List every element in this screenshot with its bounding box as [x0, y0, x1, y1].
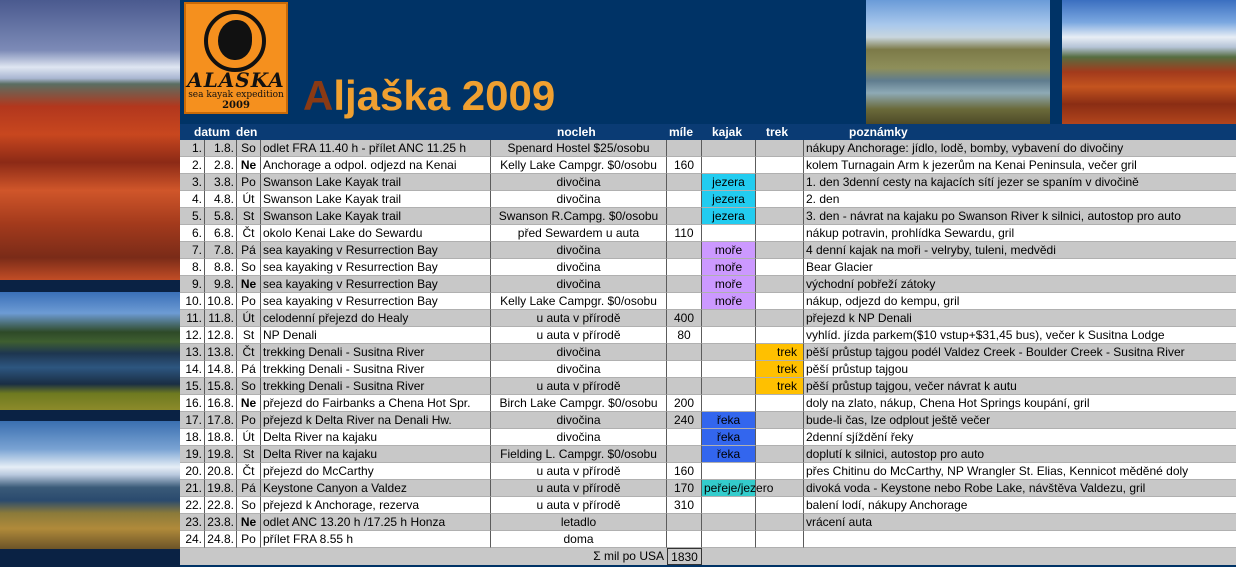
row-nocleh[interactable]: Birch Lake Campgr. $0/osobu: [491, 395, 667, 412]
header-kajak: kajak: [712, 125, 743, 139]
row-kajak[interactable]: [702, 225, 756, 242]
row-day[interactable]: Út: [237, 429, 261, 446]
row-description[interactable]: trekking Denali - Susitna River: [261, 378, 491, 395]
row-description[interactable]: celodenní přejezd do Healy: [261, 310, 491, 327]
row-mile[interactable]: 240: [667, 412, 702, 429]
row-note[interactable]: nákup, odjezd do kempu, gril: [804, 293, 1236, 310]
row-nocleh[interactable]: Kelly Lake Campgr. $0/osobu: [491, 157, 667, 174]
row-kajak[interactable]: [702, 140, 756, 157]
title-rest: ljaška 2009: [333, 72, 556, 119]
row-note[interactable]: nákupy Anchorage: jídlo, lodě, bomby, vybavení do divočiny: [804, 140, 1236, 157]
logo-name: ALASKA: [187, 68, 285, 92]
sum-label: Σ mil po USA: [560, 548, 667, 565]
row-note[interactable]: vrácení auta: [804, 514, 1236, 531]
row-trek[interactable]: [756, 412, 804, 429]
photo-tundra-mountains: [0, 0, 180, 280]
row-nocleh[interactable]: divočina: [491, 259, 667, 276]
row-trek[interactable]: [756, 140, 804, 157]
row-note[interactable]: 4 denní kajak na moři - velryby, tuleni, medvědi: [804, 242, 1236, 259]
row-trek[interactable]: [756, 429, 804, 446]
row-day[interactable]: Po: [237, 174, 261, 191]
row-number[interactable]: 13.: [180, 344, 205, 361]
row-mile[interactable]: 80: [667, 327, 702, 344]
row-day[interactable]: So: [237, 497, 261, 514]
table-row: [180, 395, 1236, 412]
raven-emblem-icon: [204, 10, 266, 72]
row-day[interactable]: Čt: [237, 225, 261, 242]
row-nocleh[interactable]: divočina: [491, 276, 667, 293]
header-poznamky: poznámky: [849, 125, 908, 139]
row-note[interactable]: doplutí k silnici, autostop pro auto: [804, 446, 1236, 463]
row-kajak[interactable]: jezera: [702, 208, 756, 225]
left-photo-column: [0, 0, 180, 567]
row-number[interactable]: 24.: [180, 531, 205, 548]
row-trek[interactable]: [756, 514, 804, 531]
row-kajak[interactable]: [702, 310, 756, 327]
row-kajak[interactable]: peřeje/jezero: [704, 481, 774, 495]
row-number[interactable]: 5.: [180, 208, 205, 225]
row-mile[interactable]: [667, 378, 702, 395]
row-day[interactable]: Ne: [237, 395, 261, 412]
row-date[interactable]: 13.8.: [205, 344, 237, 361]
row-date[interactable]: 11.8.: [205, 310, 237, 327]
row-trek[interactable]: [756, 242, 804, 259]
table-row: [180, 361, 1236, 378]
row-nocleh[interactable]: u auta v přírodě: [491, 327, 667, 344]
row-trek[interactable]: [756, 208, 804, 225]
row-mile[interactable]: [667, 174, 702, 191]
row-kajak[interactable]: [702, 395, 756, 412]
row-nocleh[interactable]: divočina: [491, 242, 667, 259]
row-day[interactable]: Čt: [237, 344, 261, 361]
row-mile[interactable]: [667, 208, 702, 225]
row-number[interactable]: 19.: [180, 446, 205, 463]
row-date[interactable]: 6.8.: [205, 225, 237, 242]
row-day[interactable]: Ne: [237, 157, 261, 174]
row-date[interactable]: 15.8.: [205, 378, 237, 395]
row-kajak[interactable]: řeka: [702, 412, 756, 429]
row-date[interactable]: 3.8.: [205, 174, 237, 191]
row-day[interactable]: St: [237, 327, 261, 344]
row-kajak[interactable]: [702, 344, 756, 361]
table-row: [180, 225, 1236, 242]
row-number[interactable]: 10.: [180, 293, 205, 310]
row-trek[interactable]: [756, 259, 804, 276]
row-trek[interactable]: [756, 225, 804, 242]
row-note[interactable]: pěší průstup tajgou, večer návrat k autu: [804, 378, 1236, 395]
row-description[interactable]: NP Denali: [261, 327, 491, 344]
row-date[interactable]: 2.8.: [205, 157, 237, 174]
row-note[interactable]: přes Chitinu do McCarthy, NP Wrangler St. Elias, Kennicot měděné doly: [804, 463, 1236, 480]
row-number[interactable]: 17.: [180, 412, 205, 429]
row-note[interactable]: Bear Glacier: [804, 259, 1236, 276]
row-date[interactable]: 16.8.: [205, 395, 237, 412]
row-date[interactable]: 5.8.: [205, 208, 237, 225]
row-mile[interactable]: [667, 242, 702, 259]
row-kajak[interactable]: [702, 327, 756, 344]
table-row: [180, 412, 1236, 429]
row-date[interactable]: 4.8.: [205, 191, 237, 208]
row-note[interactable]: 2denní sjíždění řeky: [804, 429, 1236, 446]
row-number[interactable]: 21.: [180, 480, 205, 497]
row-date[interactable]: 14.8.: [205, 361, 237, 378]
row-number[interactable]: 14.: [180, 361, 205, 378]
row-kajak[interactable]: moře: [702, 276, 756, 293]
row-nocleh[interactable]: u auta v přírodě: [491, 480, 667, 497]
row-nocleh[interactable]: u auta v přírodě: [491, 310, 667, 327]
row-mile[interactable]: [667, 531, 702, 548]
row-description[interactable]: Swanson Lake Kayak trail: [261, 208, 491, 225]
row-note[interactable]: balení lodí, nákupy Anchorage: [804, 497, 1236, 514]
row-date[interactable]: 9.8.: [205, 276, 237, 293]
row-note[interactable]: pěší průstup tajgou podél Valdez Creek - Boulder Creek - Susitna River: [804, 344, 1236, 361]
row-note[interactable]: přejezd k NP Denali: [804, 310, 1236, 327]
row-number[interactable]: 20.: [180, 463, 205, 480]
row-number[interactable]: 16.: [180, 395, 205, 412]
table-row: [180, 514, 1236, 531]
row-description[interactable]: přejezd k Anchorage, rezerva: [261, 497, 491, 514]
row-nocleh[interactable]: Kelly Lake Campgr. $0/osobu: [491, 293, 667, 310]
row-mile[interactable]: 400: [667, 310, 702, 327]
table-row: [180, 446, 1236, 463]
row-trek[interactable]: [756, 276, 804, 293]
row-kajak[interactable]: [702, 514, 756, 531]
row-trek[interactable]: [756, 497, 804, 514]
row-day[interactable]: Čt: [237, 463, 261, 480]
row-mile[interactable]: [667, 276, 702, 293]
row-mile[interactable]: 110: [667, 225, 702, 242]
row-nocleh[interactable]: divočina: [491, 174, 667, 191]
row-day[interactable]: So: [237, 259, 261, 276]
row-nocleh[interactable]: u auta v přírodě: [491, 497, 667, 514]
table-row: [180, 310, 1236, 327]
table-row: [180, 497, 1236, 514]
row-trek[interactable]: trek: [756, 344, 804, 361]
row-number[interactable]: 1.: [180, 140, 205, 157]
row-mile[interactable]: 310: [667, 497, 702, 514]
row-nocleh[interactable]: divočina: [491, 191, 667, 208]
row-note[interactable]: pěší průstup tajgou: [804, 361, 1236, 378]
row-trek[interactable]: [756, 293, 804, 310]
row-description[interactable]: okolo Kenai Lake do Sewardu: [261, 225, 491, 242]
row-mile[interactable]: [667, 446, 702, 463]
row-nocleh[interactable]: divočina: [491, 344, 667, 361]
row-description[interactable]: Delta River na kajaku: [261, 429, 491, 446]
row-date[interactable]: 24.8.: [205, 531, 237, 548]
row-mile[interactable]: [667, 140, 702, 157]
row-day[interactable]: Út: [237, 310, 261, 327]
row-kajak[interactable]: jezera: [702, 191, 756, 208]
row-note[interactable]: doly na zlato, nákup, Chena Hot Springs koupání, gril: [804, 395, 1236, 412]
row-number[interactable]: 2.: [180, 157, 205, 174]
sum-row: [180, 548, 1236, 565]
row-trek[interactable]: [756, 480, 804, 497]
row-number[interactable]: 11.: [180, 310, 205, 327]
row-date[interactable]: 22.8.: [205, 497, 237, 514]
row-mile[interactable]: [667, 514, 702, 531]
row-description[interactable]: Anchorage a odpol. odjezd na Kenai: [261, 157, 491, 174]
row-description[interactable]: odlet ANC 13.20 h /17.25 h Honza: [261, 514, 491, 531]
row-description[interactable]: trekking Denali - Susitna River: [261, 344, 491, 361]
row-day[interactable]: So: [237, 140, 261, 157]
photo-lake-reflection: [0, 292, 180, 410]
row-date[interactable]: 17.8.: [205, 412, 237, 429]
row-date[interactable]: 1.8.: [205, 140, 237, 157]
row-description[interactable]: odlet FRA 11.40 h - přílet ANC 11.25 h: [261, 140, 491, 157]
row-description[interactable]: sea kayaking v Resurrection Bay: [261, 242, 491, 259]
row-mile[interactable]: [667, 293, 702, 310]
row-mile[interactable]: [667, 259, 702, 276]
row-kajak[interactable]: řeka: [702, 446, 756, 463]
row-trek[interactable]: [756, 463, 804, 480]
row-day[interactable]: St: [237, 208, 261, 225]
row-trek[interactable]: [756, 310, 804, 327]
table-row: [180, 293, 1236, 310]
row-nocleh[interactable]: Fielding L. Campgr. $0/osobu: [491, 446, 667, 463]
row-day[interactable]: So: [237, 378, 261, 395]
header-datum: datum: [194, 125, 230, 139]
row-trek[interactable]: [756, 395, 804, 412]
row-day[interactable]: Ne: [237, 276, 261, 293]
row-trek[interactable]: [756, 191, 804, 208]
table-row: [180, 140, 1236, 157]
row-mile[interactable]: 200: [667, 395, 702, 412]
row-day[interactable]: Po: [237, 412, 261, 429]
row-number[interactable]: 12.: [180, 327, 205, 344]
row-nocleh[interactable]: Spenard Hostel $25/osobu: [491, 140, 667, 157]
logo-subtitle: sea kayak expedition: [188, 90, 284, 100]
row-note[interactable]: nákup potravin, prohlídka Sewardu, gril: [804, 225, 1236, 242]
row-trek[interactable]: [756, 531, 804, 548]
row-description[interactable]: sea kayaking v Resurrection Bay: [261, 293, 491, 310]
table-row: [180, 174, 1236, 191]
row-kajak[interactable]: [702, 378, 756, 395]
row-number[interactable]: 9.: [180, 276, 205, 293]
row-note[interactable]: 3. den - návrat na kajaku po Swanson River k silnici, autostop pro auto: [804, 208, 1236, 225]
row-date[interactable]: 7.8.: [205, 242, 237, 259]
row-date[interactable]: 19.8.: [205, 446, 237, 463]
row-number[interactable]: 23.: [180, 514, 205, 531]
row-kajak[interactable]: [702, 361, 756, 378]
row-day[interactable]: Ne: [237, 514, 261, 531]
table-row: [180, 208, 1236, 225]
row-number[interactable]: 8.: [180, 259, 205, 276]
row-nocleh[interactable]: letadlo: [491, 514, 667, 531]
row-day[interactable]: Pá: [237, 480, 261, 497]
row-note[interactable]: [804, 531, 1236, 548]
row-description[interactable]: Delta River na kajaku: [261, 446, 491, 463]
table-row: [180, 157, 1236, 174]
photo-autumn-mountains: [1062, 0, 1236, 124]
row-description[interactable]: trekking Denali - Susitna River: [261, 361, 491, 378]
table-row: [180, 378, 1236, 395]
row-nocleh[interactable]: před Sewardem u auta: [491, 225, 667, 242]
row-day[interactable]: Út: [237, 191, 261, 208]
row-day[interactable]: St: [237, 446, 261, 463]
row-day[interactable]: Po: [237, 531, 261, 548]
itinerary-table: [180, 124, 1236, 565]
row-kajak[interactable]: [702, 157, 756, 174]
photo-river: [866, 0, 1050, 124]
table-row: [180, 344, 1236, 361]
row-kajak[interactable]: jezera: [702, 174, 756, 191]
row-nocleh[interactable]: divočina: [491, 429, 667, 446]
row-mile[interactable]: 170: [667, 480, 702, 497]
row-note[interactable]: divoká voda - Keystone nebo Robe Lake, návštěva Valdezu, gril: [804, 480, 1236, 497]
row-note[interactable]: kolem Turnagain Arm k jezerům na Kenai Peninsula, večer gril: [804, 157, 1236, 174]
table-row: [180, 242, 1236, 259]
row-description[interactable]: Swanson Lake Kayak trail: [261, 174, 491, 191]
row-description[interactable]: Keystone Canyon a Valdez: [261, 480, 491, 497]
row-trek[interactable]: trek: [756, 361, 804, 378]
row-description[interactable]: přejezd do Fairbanks a Chena Hot Spr.: [261, 395, 491, 412]
table-row: [180, 259, 1236, 276]
row-date[interactable]: 19.8.: [205, 480, 237, 497]
title-first-letter: A: [303, 72, 334, 119]
table-row: [180, 531, 1236, 548]
row-number[interactable]: 22.: [180, 497, 205, 514]
row-description[interactable]: sea kayaking v Resurrection Bay: [261, 259, 491, 276]
header-den: den: [236, 125, 258, 139]
row-kajak[interactable]: [702, 531, 756, 548]
row-mile[interactable]: [667, 344, 702, 361]
row-date[interactable]: 18.8.: [205, 429, 237, 446]
row-day[interactable]: Po: [237, 293, 261, 310]
row-day[interactable]: Pá: [237, 361, 261, 378]
row-nocleh[interactable]: Swanson R.Campg. $0/osobu: [491, 208, 667, 225]
alaska-logo: [184, 2, 288, 114]
row-kajak[interactable]: moře: [702, 293, 756, 310]
table-row: [180, 276, 1236, 293]
row-number[interactable]: 15.: [180, 378, 205, 395]
row-description[interactable]: sea kayaking v Resurrection Bay: [261, 276, 491, 293]
row-nocleh[interactable]: divočina: [491, 412, 667, 429]
row-note[interactable]: 1. den 3denní cesty na kajacích sítí jezer se spaním v divočině: [804, 174, 1236, 191]
row-kajak[interactable]: moře: [702, 242, 756, 259]
logo-year: 2009: [222, 100, 250, 111]
row-number[interactable]: 18.: [180, 429, 205, 446]
table-row: [180, 191, 1236, 208]
row-mile[interactable]: [667, 191, 702, 208]
row-description[interactable]: Swanson Lake Kayak trail: [261, 191, 491, 208]
row-kajak[interactable]: moře: [702, 259, 756, 276]
row-number[interactable]: 6.: [180, 225, 205, 242]
page-title: [303, 72, 555, 120]
row-kajak[interactable]: řeka: [702, 429, 756, 446]
row-mile[interactable]: [667, 361, 702, 378]
row-nocleh[interactable]: u auta v přírodě: [491, 463, 667, 480]
row-date[interactable]: 20.8.: [205, 463, 237, 480]
row-trek[interactable]: [756, 157, 804, 174]
table-row: [180, 429, 1236, 446]
row-trek[interactable]: [756, 327, 804, 344]
row-kajak[interactable]: [702, 497, 756, 514]
row-mile[interactable]: 160: [667, 463, 702, 480]
row-trek[interactable]: [756, 446, 804, 463]
header-mile: míle: [669, 125, 694, 139]
photo-denali-lake: [0, 421, 180, 549]
row-kajak[interactable]: [702, 463, 756, 480]
row-date[interactable]: 23.8.: [205, 514, 237, 531]
table-row: [180, 480, 1236, 497]
row-note[interactable]: východní pobřeží zátoky: [804, 276, 1236, 293]
row-trek[interactable]: trek: [756, 378, 804, 395]
row-description[interactable]: přílet FRA 8.55 h: [261, 531, 491, 548]
row-description[interactable]: přejezd k Delta River na Denali Hw.: [261, 412, 491, 429]
row-date[interactable]: 8.8.: [205, 259, 237, 276]
row-nocleh[interactable]: doma: [491, 531, 667, 548]
row-mile[interactable]: 160: [667, 157, 702, 174]
row-number[interactable]: 4.: [180, 191, 205, 208]
row-description[interactable]: přejezd do McCarthy: [261, 463, 491, 480]
row-note[interactable]: vyhlíd. jízda parkem($10 vstup+$31,45 bus), večer k Susitna Lodge: [804, 327, 1236, 344]
row-note[interactable]: bude-li čas, lze odplout ještě večer: [804, 412, 1236, 429]
table-header: [180, 124, 1236, 140]
table-row: [180, 327, 1236, 344]
row-trek[interactable]: [756, 174, 804, 191]
table-row: [180, 463, 1236, 480]
row-day[interactable]: Pá: [237, 242, 261, 259]
row-nocleh[interactable]: u auta v přírodě: [491, 378, 667, 395]
table-body: [180, 140, 1236, 548]
row-date[interactable]: 10.8.: [205, 293, 237, 310]
header-nocleh: nocleh: [557, 125, 596, 139]
row-number[interactable]: 3.: [180, 174, 205, 191]
row-mile[interactable]: [667, 429, 702, 446]
row-date[interactable]: 12.8.: [205, 327, 237, 344]
row-nocleh[interactable]: divočina: [491, 361, 667, 378]
sum-value[interactable]: 1830: [667, 548, 702, 565]
row-number[interactable]: 7.: [180, 242, 205, 259]
row-note[interactable]: 2. den: [804, 191, 1236, 208]
header-trek: trek: [766, 125, 789, 139]
